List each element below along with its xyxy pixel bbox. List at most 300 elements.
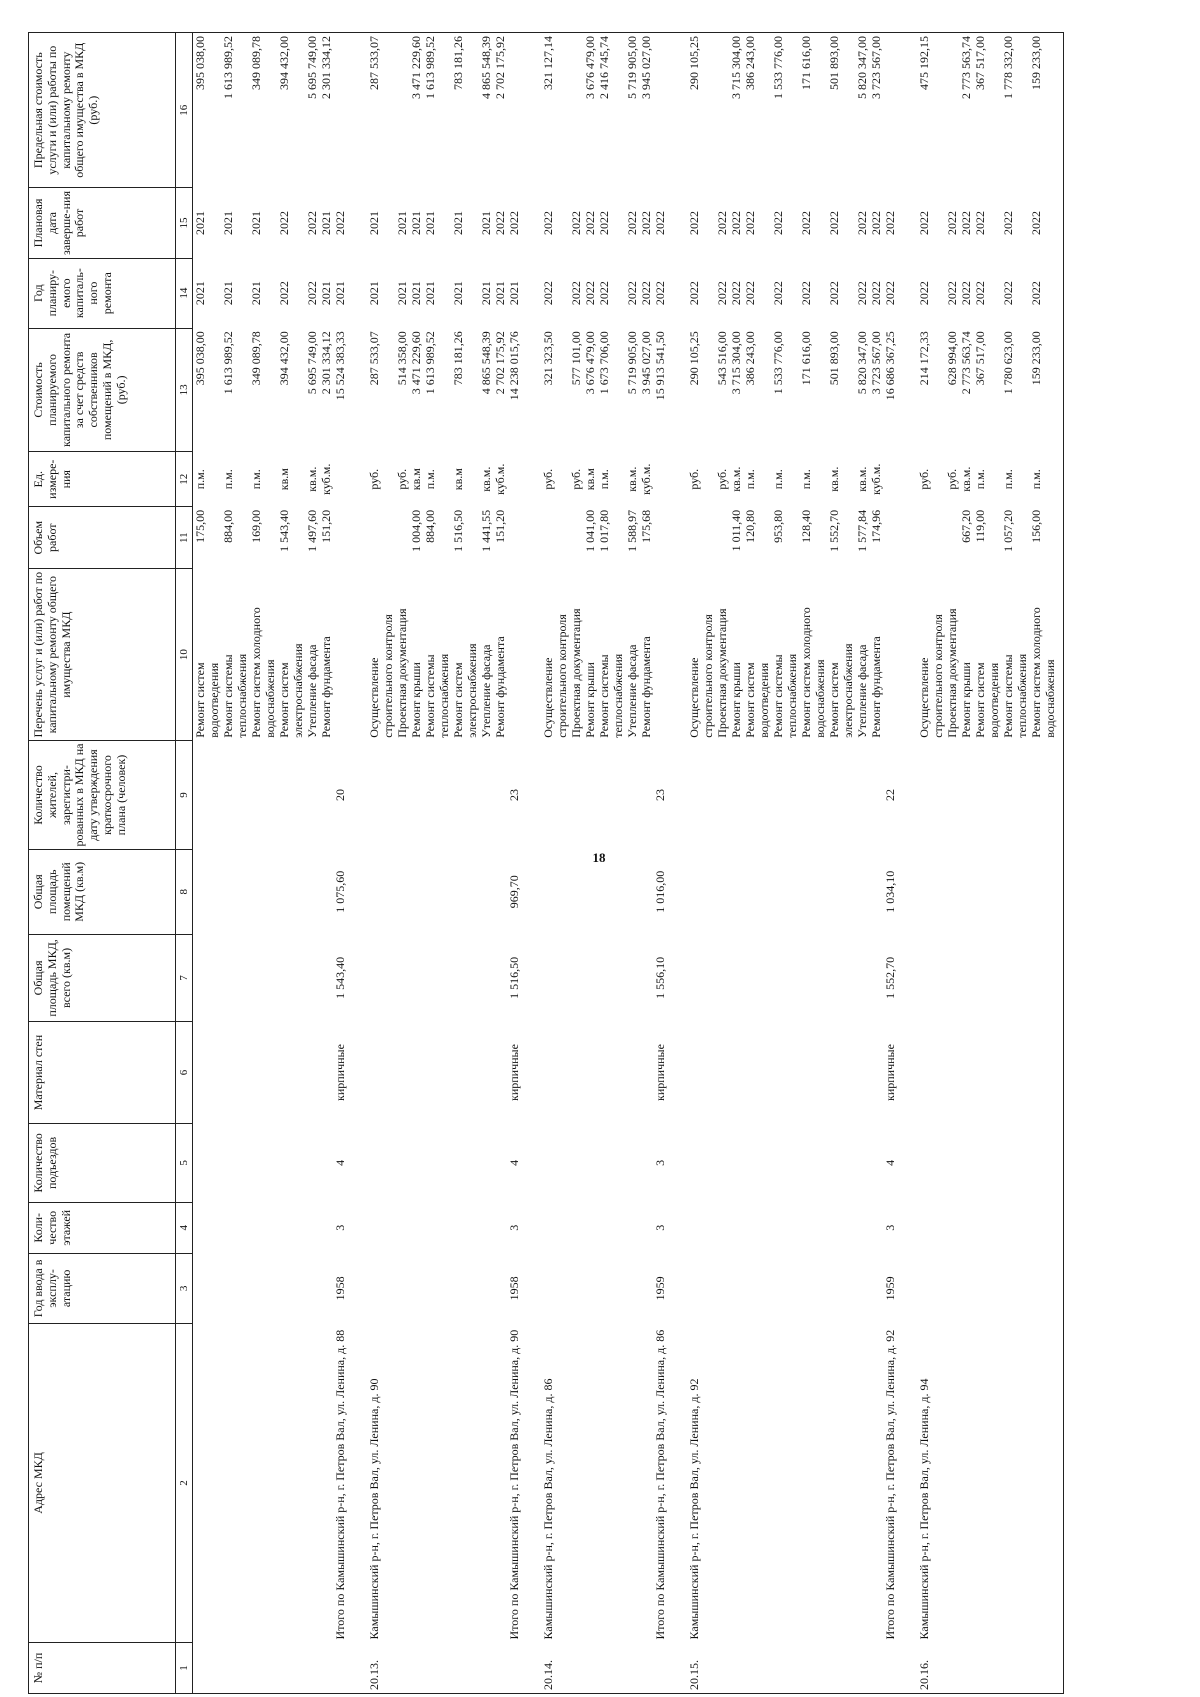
- work-line: водоотведения: [987, 662, 1001, 738]
- table-cell: [597, 1022, 625, 1124]
- work-cell: [799, 569, 827, 741]
- table-cell: [305, 934, 319, 1021]
- work-line: Осуществление: [687, 657, 701, 738]
- table-cell: [451, 1124, 479, 1203]
- repair-year-cell: 2022: [959, 281, 973, 306]
- cost-cell: 3 471 229,60: [409, 331, 423, 395]
- cost-cell: 1 533 776,00: [771, 331, 785, 395]
- cost-cell: 4 865 548,39: [479, 331, 493, 395]
- work-row: [687, 33, 715, 1694]
- table-cell: [277, 1124, 305, 1203]
- work-row: [715, 33, 729, 1694]
- table-cell: [395, 1253, 409, 1323]
- total-cost-cell: 15 913 541,50: [653, 331, 667, 401]
- volume-cell: 151,20: [493, 509, 507, 543]
- work-line: Утепление фасада: [855, 644, 869, 738]
- work-row: [639, 33, 653, 1694]
- finish-date-cell: 2022: [743, 210, 757, 235]
- table-cell: [395, 1022, 409, 1124]
- table-cell: [367, 849, 395, 934]
- unit-cell: п.м.: [743, 469, 757, 490]
- volume-cell: 175,00: [193, 509, 207, 543]
- table-cell: [541, 1253, 569, 1323]
- repair-year-cell: 2022: [743, 281, 757, 306]
- table-cell: [771, 1202, 799, 1253]
- total-row: [883, 33, 897, 1694]
- finish-date-cell: 2022: [959, 210, 973, 235]
- table-cell: [583, 1022, 597, 1124]
- work-line: электроснабжения: [291, 643, 305, 738]
- volume-cell: 1 552,70: [827, 509, 841, 552]
- table-cell: [367, 934, 395, 1021]
- work-line: строительного контроля: [555, 614, 569, 738]
- table-cell: [409, 934, 423, 1021]
- finish-date-cell: 2022: [277, 210, 291, 235]
- table-cell: [507, 1642, 521, 1693]
- table-cell: [917, 1202, 945, 1253]
- table-cell: [625, 1202, 639, 1253]
- table-cell: [917, 1124, 945, 1203]
- cost-cell: 159 233,00: [1029, 331, 1043, 386]
- unit-cell: руб.: [395, 468, 409, 490]
- table-cell: [715, 1022, 729, 1124]
- table-cell: [305, 1642, 319, 1693]
- work-line: Проектная документация: [945, 608, 959, 738]
- table-cell: [827, 1202, 855, 1253]
- work-row: [409, 33, 423, 1694]
- work-row: [1001, 33, 1029, 1694]
- volume-cell: 1 577,84: [855, 509, 869, 552]
- volume-cell: [367, 507, 395, 569]
- finish-date-cell: 2022: [883, 210, 897, 235]
- area-rooms-cell: 1 016,00: [653, 870, 667, 913]
- spacer-cell: [521, 741, 541, 849]
- repair-year-cell: 2021: [249, 281, 263, 306]
- work-row: [959, 33, 973, 1694]
- address-cell: Камышинский р-н, г. Петров Вал, ул. Ленина, д. 92: [687, 1378, 701, 1640]
- table-cell: [423, 1022, 451, 1124]
- spacer-row: [521, 33, 541, 1694]
- table-cell: [827, 1022, 855, 1124]
- work-cell: [625, 569, 639, 741]
- work-cell: [771, 569, 799, 741]
- unit-cell: руб.: [367, 468, 381, 490]
- table-cell: [193, 1323, 222, 1642]
- table-cell: [395, 934, 409, 1021]
- table-cell: [367, 1022, 395, 1124]
- finish-date-cell: 2022: [653, 210, 667, 235]
- item-number: 20.14.: [541, 1642, 569, 1693]
- spacer-cell: [897, 1124, 917, 1203]
- spacer-cell: [521, 1642, 541, 1693]
- limit-cost-cell: [945, 33, 959, 188]
- cost-cell: 386 243,00: [743, 331, 757, 386]
- table-cell: [1001, 1022, 1029, 1124]
- limit-cost-cell: 3 945 027,00: [639, 33, 653, 188]
- table-cell: [249, 1642, 277, 1693]
- work-cell: [945, 569, 959, 741]
- table-cell: [319, 1202, 333, 1253]
- repair-year-cell: 2022: [687, 281, 701, 306]
- column-number: 12: [176, 452, 193, 507]
- work-line: Утепление фасада: [305, 644, 319, 738]
- repair-year-cell: 2021: [367, 281, 381, 306]
- repair-year-cell: 2022: [855, 281, 869, 306]
- finish-date-cell: 2022: [827, 210, 841, 235]
- spacer-cell: [521, 1124, 541, 1203]
- header-wall-material: Материал стен: [29, 1022, 176, 1124]
- table-cell: [597, 1323, 625, 1642]
- limit-cost-cell: 3 676 479,00: [583, 33, 597, 188]
- unit-cell: п.м.: [1029, 469, 1043, 490]
- limit-cost-cell: [395, 33, 409, 188]
- table-cell: [625, 1253, 639, 1323]
- finish-date-cell: 2022: [625, 210, 639, 235]
- table-cell: [493, 934, 507, 1021]
- cost-cell: 1 780 623,00: [1001, 331, 1015, 395]
- year-built-cell: 1959: [883, 1276, 897, 1301]
- cost-cell: 2 702 175,92: [493, 331, 507, 395]
- table-cell: [869, 1022, 883, 1124]
- table-cell: [1001, 1202, 1029, 1253]
- table-cell: [883, 1642, 897, 1693]
- table-cell: [193, 1124, 222, 1203]
- header-year-built: Год ввода в эксплу-атацию: [29, 1253, 176, 1323]
- table-cell: [541, 1124, 569, 1203]
- table-cell: [395, 741, 409, 849]
- spacer-cell: [347, 741, 367, 849]
- repair-year-cell: 2021: [221, 281, 235, 306]
- spacer-cell: [897, 741, 917, 849]
- table-cell: [743, 1022, 771, 1124]
- spacer-cell: [667, 1253, 687, 1323]
- table-cell: [715, 934, 729, 1021]
- table-cell: [743, 1642, 771, 1693]
- table-cell: [869, 1642, 883, 1693]
- table-cell: [973, 1124, 1001, 1203]
- cost-cell: 3 723 567,00: [869, 331, 883, 395]
- table-cell: [479, 934, 493, 1021]
- finish-date-cell: 2022: [687, 210, 701, 235]
- table-cell: [917, 741, 945, 849]
- table-cell: [959, 934, 973, 1021]
- table-cell: [193, 741, 222, 849]
- rotated-table-sheet: [28, 32, 1170, 1694]
- work-cell: [743, 569, 771, 741]
- cost-cell: 394 432,00: [277, 331, 291, 386]
- spacer-cell: [347, 849, 367, 934]
- residents-cell: 23: [653, 789, 667, 802]
- table-cell: [771, 934, 799, 1021]
- table-cell: [771, 1124, 799, 1203]
- spacer-cell: [667, 1323, 687, 1642]
- table-cell: [583, 1202, 597, 1253]
- work-cell: [827, 569, 855, 741]
- table-cell: [569, 1253, 583, 1323]
- table-cell: [945, 1022, 959, 1124]
- spacer-cell: [897, 1323, 917, 1642]
- volume-cell: [945, 507, 959, 569]
- table-cell: [451, 1642, 479, 1693]
- work-row: [479, 33, 493, 1694]
- repair-year-cell: 2022: [277, 281, 291, 306]
- table-cell: [827, 934, 855, 1021]
- limit-cost-cell: 290 105,25: [687, 33, 715, 188]
- table-cell: [1001, 934, 1029, 1021]
- table-cell: [319, 1253, 333, 1323]
- repair-year-cell: 2022: [973, 281, 987, 306]
- table-cell: [827, 1253, 855, 1323]
- address-cell: Камышинский р-н, г. Петров Вал, ул. Ленина, д. 94: [917, 1378, 931, 1640]
- limit-cost-cell: 1 533 776,00: [771, 33, 799, 188]
- spacer-cell: [347, 1124, 367, 1203]
- wall-material-cell: кирпичные: [883, 1044, 897, 1102]
- spacer-cell: [347, 1642, 367, 1693]
- table-cell: [319, 1323, 333, 1642]
- limit-cost-cell: 394 432,00: [277, 33, 305, 188]
- repair-year-cell: 2021: [193, 281, 207, 306]
- limit-cost-cell: 3 715 304,00: [729, 33, 743, 188]
- column-number: 15: [176, 188, 193, 258]
- table-cell: [771, 849, 799, 934]
- table-cell: [715, 741, 729, 849]
- spacer-cell: [667, 328, 687, 451]
- volume-cell: 1 057,20: [1001, 509, 1015, 552]
- spacer-cell: [667, 569, 687, 741]
- total-cost-cell: 15 524 383,33: [333, 331, 347, 401]
- entrances-cell: 4: [333, 1159, 347, 1166]
- table-cell: [409, 1202, 423, 1253]
- limit-cost-cell: 475 192,15: [917, 33, 945, 188]
- limit-cost-cell: 386 243,00: [743, 33, 771, 188]
- repair-year-cell: 2021: [319, 281, 333, 306]
- table-cell: [771, 1642, 799, 1693]
- limit-cost-cell: [715, 33, 729, 188]
- table-cell: [687, 849, 715, 934]
- area-total-cell: 1 543,40: [333, 956, 347, 999]
- unit-cell: п.м.: [249, 469, 263, 490]
- limit-cost-cell: 3 471 229,60: [409, 33, 423, 188]
- table-cell: [743, 741, 771, 849]
- volume-cell: 884,00: [221, 509, 235, 543]
- table-cell: [423, 849, 451, 934]
- work-row: [917, 33, 945, 1694]
- repair-year-cell: 2021: [507, 281, 521, 306]
- table-cell: [869, 1124, 883, 1203]
- table-cell: [319, 741, 333, 849]
- table-cell: [367, 1202, 395, 1253]
- table-cell: [1029, 1642, 1057, 1693]
- table-cell: [479, 1202, 493, 1253]
- column-number: 7: [176, 934, 193, 1021]
- table-cell: [799, 1202, 827, 1253]
- work-line: Ремонт системы: [1001, 654, 1015, 738]
- work-line: Утепление фасада: [625, 644, 639, 738]
- table-cell: [395, 1323, 409, 1642]
- volume-cell: 1 011,40: [729, 509, 743, 552]
- work-cell: [1029, 569, 1057, 741]
- finish-date-cell: 2022: [917, 210, 931, 235]
- header-area-total: Общая площадь МКД, всего (кв.м): [29, 934, 176, 1021]
- table-cell: [507, 452, 521, 507]
- table-cell: [799, 1642, 827, 1693]
- spacer-cell: [521, 1022, 541, 1124]
- table-cell: [959, 849, 973, 934]
- work-cell: [493, 569, 507, 741]
- finish-date-cell: 2022: [973, 210, 987, 235]
- volume-cell: 128,40: [799, 509, 813, 543]
- table-cell: [451, 1253, 479, 1323]
- table-cell: [653, 1642, 667, 1693]
- table-cell: [305, 1253, 319, 1323]
- volume-cell: [917, 507, 945, 569]
- volume-cell: [569, 507, 583, 569]
- table-cell: [395, 1124, 409, 1203]
- limit-cost-cell: 5 820 347,00: [855, 33, 869, 188]
- table-cell: [625, 1323, 639, 1642]
- table-cell: [945, 1323, 959, 1642]
- table-cell: [973, 741, 1001, 849]
- repair-year-cell: 2022: [883, 281, 897, 306]
- table-cell: [639, 1323, 653, 1642]
- table-cell: [743, 1253, 771, 1323]
- table-cell: [277, 1022, 305, 1124]
- table-cell: [249, 1202, 277, 1253]
- spacer-cell: [347, 934, 367, 1021]
- column-number: 13: [176, 328, 193, 451]
- table-cell: [305, 1323, 319, 1642]
- cost-cell: 3 715 304,00: [729, 331, 743, 395]
- spacer-cell: [897, 328, 917, 451]
- spacer-cell: [897, 258, 917, 328]
- entrances-cell: 4: [507, 1159, 521, 1166]
- repair-year-cell: 2021: [333, 281, 347, 306]
- repair-year-cell: 2022: [583, 281, 597, 306]
- table-cell: [507, 569, 521, 741]
- table-cell: [715, 849, 729, 934]
- work-line: Ремонт фундамента: [869, 636, 883, 738]
- table-cell: [917, 934, 945, 1021]
- spacer-cell: [521, 1323, 541, 1642]
- unit-cell: п.м.: [799, 469, 813, 490]
- table-cell: [1029, 741, 1057, 849]
- table-cell: [945, 741, 959, 849]
- work-cell: [917, 569, 945, 741]
- finish-date-cell: 2022: [333, 210, 347, 235]
- spacer-cell: [667, 258, 687, 328]
- table-cell: [395, 1202, 409, 1253]
- volume-cell: 884,00: [423, 509, 437, 543]
- volume-cell: 1 543,40: [277, 509, 291, 552]
- work-line: теплоснабжения: [1015, 653, 1029, 738]
- table-cell: [799, 934, 827, 1021]
- spacer-cell: [521, 33, 541, 188]
- limit-cost-cell: 367 517,00: [973, 33, 1001, 188]
- work-cell: [729, 569, 743, 741]
- table-cell: [917, 849, 945, 934]
- repair-year-cell: 2022: [799, 281, 813, 306]
- table-cell: [333, 569, 347, 741]
- spacer-cell: [347, 1323, 367, 1642]
- work-row: [729, 33, 743, 1694]
- spacer-cell: [521, 188, 541, 258]
- table-cell: [729, 1323, 743, 1642]
- table-cell: [569, 1202, 583, 1253]
- work-cell: [715, 569, 729, 741]
- table-cell: [221, 1323, 249, 1642]
- table-cell: [729, 1124, 743, 1203]
- spacer-cell: [667, 33, 687, 188]
- table-cell: [305, 849, 319, 934]
- wall-material-cell: кирпичные: [333, 1044, 347, 1102]
- table-cell: [541, 849, 569, 934]
- capital-repair-table: [28, 32, 1064, 1694]
- floors-cell: 3: [507, 1224, 521, 1231]
- work-cell: [639, 569, 653, 741]
- finish-date-cell: 2021: [249, 210, 263, 235]
- table-cell: [395, 849, 409, 934]
- work-line: строительного контроля: [701, 614, 715, 738]
- work-cell: [855, 569, 869, 741]
- table-cell: [221, 1642, 249, 1693]
- table-cell: [827, 849, 855, 934]
- table-cell: [799, 1022, 827, 1124]
- work-line: Ремонт крыши: [959, 662, 973, 738]
- work-cell: [423, 569, 451, 741]
- spacer-cell: [521, 1253, 541, 1323]
- table-cell: [973, 1642, 1001, 1693]
- unit-cell: куб.м.: [869, 463, 883, 495]
- spacer-cell: [521, 452, 541, 507]
- table-cell: [277, 1202, 305, 1253]
- limit-cost-cell: 2 301 334,12: [319, 33, 333, 188]
- unit-cell: п.м.: [771, 469, 785, 490]
- table-cell: [1029, 1022, 1057, 1124]
- table-cell: [855, 1022, 869, 1124]
- work-line: Ремонт крыши: [409, 662, 423, 738]
- work-row: [945, 33, 959, 1694]
- table-cell: [597, 741, 625, 849]
- volume-cell: 1 497,60: [305, 509, 319, 552]
- repair-year-cell: 2022: [715, 281, 729, 306]
- cost-cell: 287 533,07: [367, 331, 381, 386]
- limit-cost-cell: 5 695 749,00: [305, 33, 319, 188]
- volume-cell: 667,20: [959, 509, 973, 543]
- unit-cell: руб.: [715, 468, 729, 490]
- item-number: 20.13.: [367, 1642, 395, 1693]
- finish-date-cell: 2022: [541, 210, 555, 235]
- table-cell: [687, 1124, 715, 1203]
- table-cell: [221, 934, 249, 1021]
- table-cell: [883, 569, 897, 741]
- work-line: Ремонт систем холодного: [249, 607, 263, 738]
- address-cell: Камышинский р-н, г. Петров Вал, ул. Ленина, д. 90: [367, 1378, 381, 1640]
- table-cell: [451, 1202, 479, 1253]
- table-cell: [193, 1202, 222, 1253]
- table-cell: [319, 934, 333, 1021]
- table-cell: [715, 1253, 729, 1323]
- spacer-cell: [667, 849, 687, 934]
- table-cell: [1001, 741, 1029, 849]
- work-line: Ремонт систем холодного: [799, 607, 813, 738]
- repair-year-cell: 2021: [493, 281, 507, 306]
- finish-date-cell: 2022: [729, 210, 743, 235]
- item-number: 20.15.: [687, 1642, 715, 1693]
- table-cell: [771, 1022, 799, 1124]
- spacer-cell: [521, 1202, 541, 1253]
- work-row: [973, 33, 1001, 1694]
- cost-cell: 2 773 563,74: [959, 331, 973, 395]
